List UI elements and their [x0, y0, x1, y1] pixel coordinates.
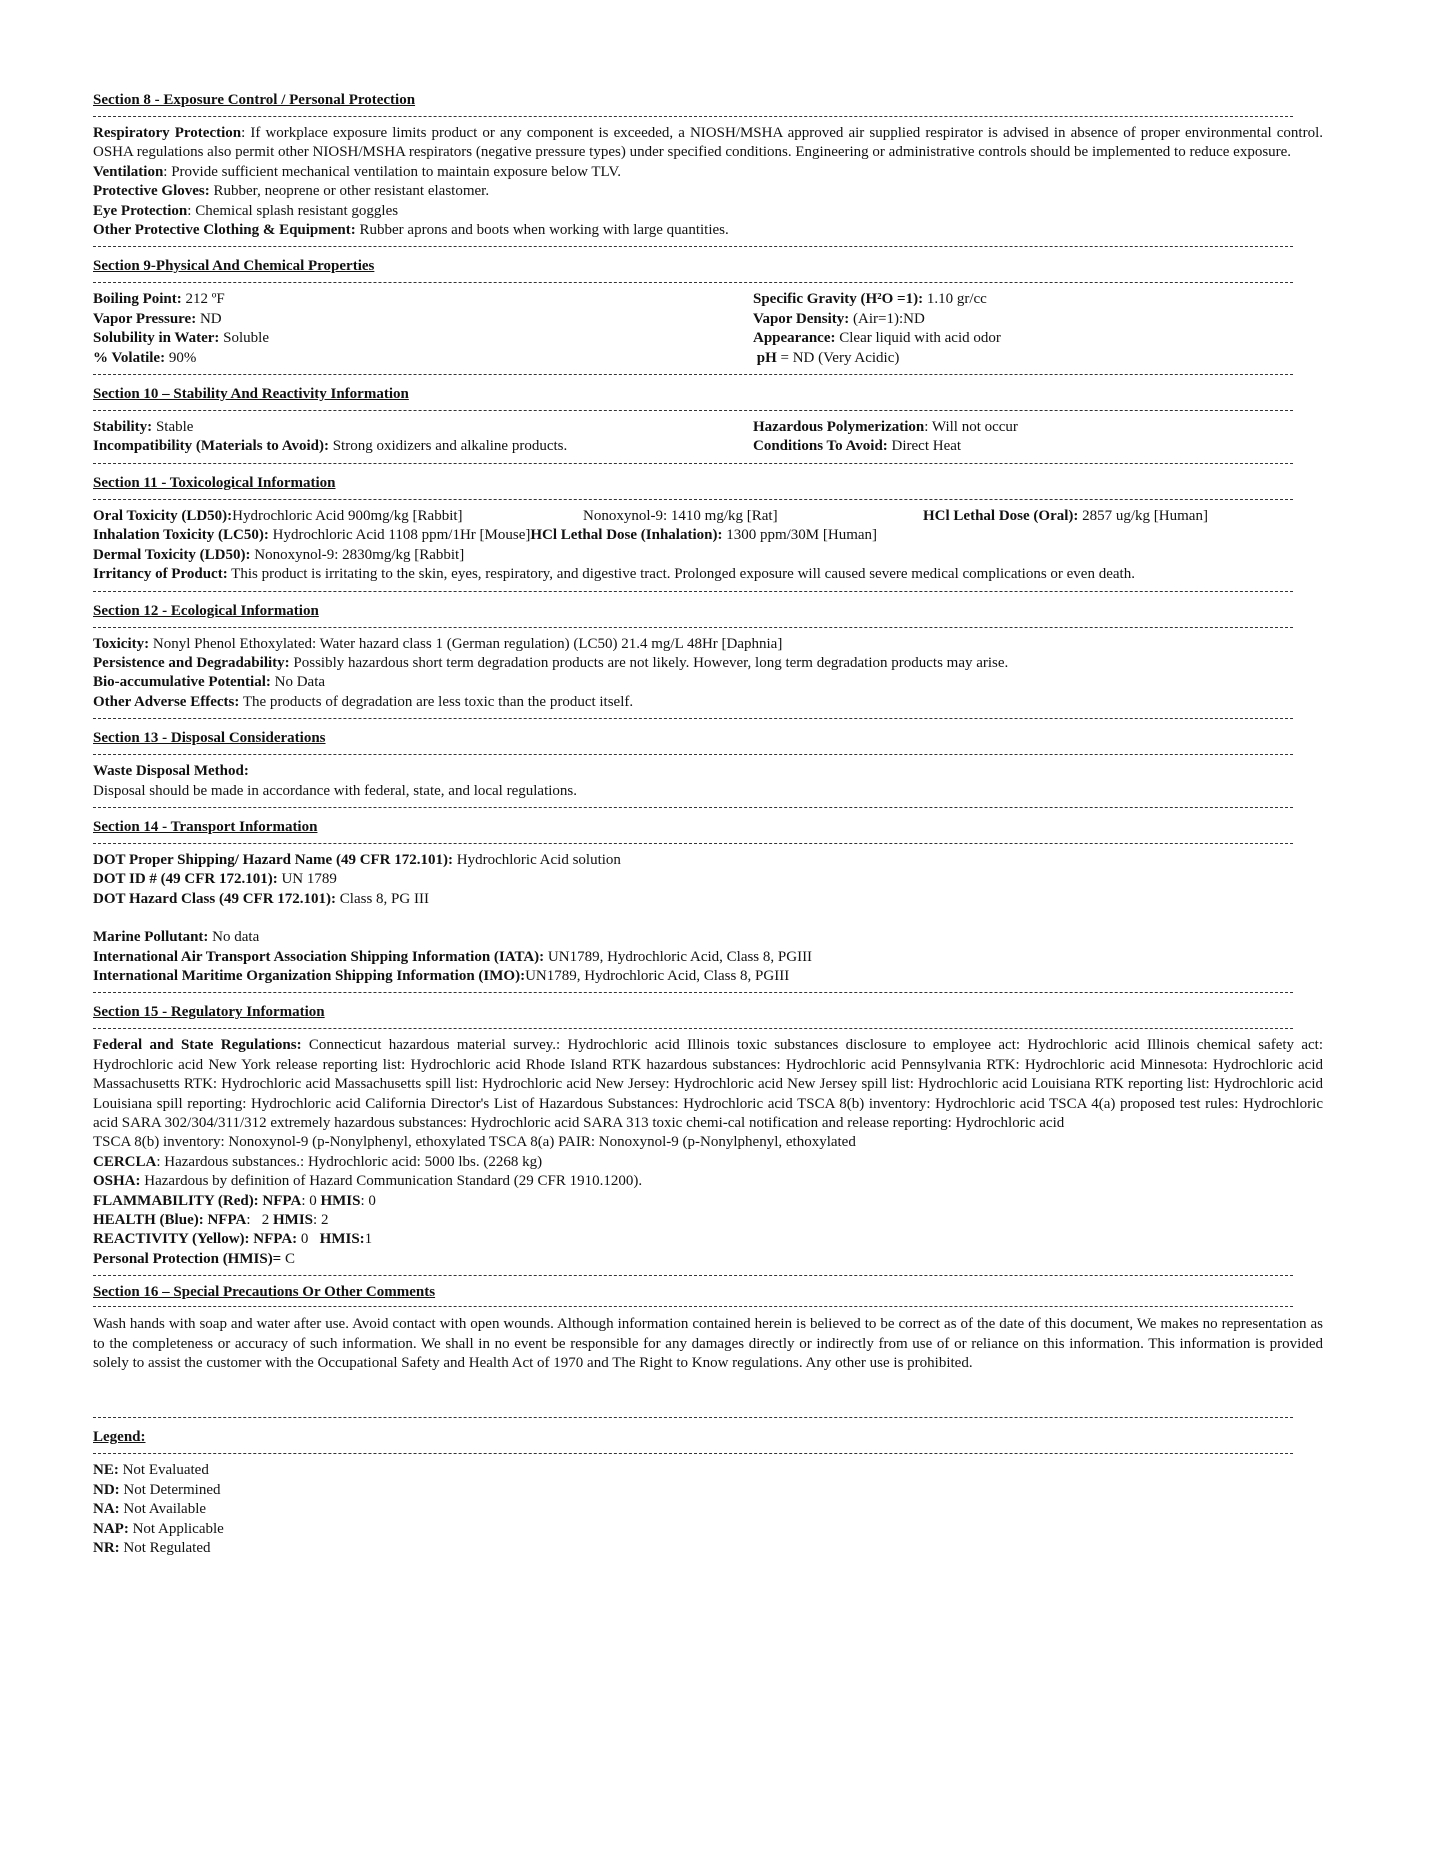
dashed-divider [93, 843, 1293, 844]
dashed-divider [93, 992, 1293, 993]
section-16-title: Section 16 – Special Precautions Or Other Comments [93, 1284, 436, 1301]
physical-properties-grid [93, 290, 1323, 368]
stability: Stability: Stable [93, 419, 194, 436]
other-protective-clothing: Other Protective Clothing & Equipment: Rubber aprons and boots when working with large quantities. [93, 222, 729, 239]
oral-toxicity-nonoxynol: Nonoxynol-9: 1410 mg/kg [Rat] [583, 507, 778, 524]
waste-disposal-method: Disposal should be made in accordance with federal, state, and local regulations. [93, 782, 577, 799]
section-9-title: Section 9-Physical And Chemical Properties [93, 258, 375, 275]
vapor-pressure: Vapor Pressure: ND [93, 310, 222, 327]
dashed-divider [93, 1028, 1293, 1029]
dot-shipping-name: DOT Proper Shipping/ Hazard Name (49 CFR 172.101): Hydrochloric Acid solution [93, 851, 621, 868]
vapor-density: Vapor Density: (Air=1):ND [753, 310, 925, 327]
health-rating: HEALTH (Blue): NFPA: 2 HMIS: 2 [93, 1212, 329, 1229]
persistence-degradability: Persistence and Degradability: Possibly hazardous short term degradation products are not likely. However, long term degradation products may arise. [93, 654, 1009, 671]
irritancy-of-product: Irritancy of Product: This product is irritating to the skin, eyes, respiratory, and digestive tract. Prolonged exposure will caused severe medical complications or even death. [93, 566, 1135, 583]
dashed-divider [93, 116, 1293, 117]
cercla: CERCLA: Hazardous substances.: Hydrochloric acid: 5000 lbs. (2268 kg) [93, 1153, 543, 1170]
section-8-title: Section 8 - Exposure Control / Personal Protection [93, 92, 416, 108]
legend-item: NE: Not Evaluated [93, 1462, 209, 1479]
flammability-rating: FLAMMABILITY (Red): NFPA: 0 HMIS: 0 [93, 1192, 376, 1209]
reactivity-rating: REACTIVITY (Yellow): NFPA: 0 HMIS:1 [93, 1231, 373, 1248]
section-12-title: Section 12 - Ecological Information [93, 602, 319, 619]
marine-pollutant: Marine Pollutant: No data [93, 929, 260, 946]
dashed-divider [93, 1306, 1293, 1307]
tsca-inventory: TSCA 8(b) inventory: Nonoxynol-9 (p-Nonylphenyl, ethoxylated TSCA 8(a) PAIR: Nonoxynol-9 (p-Nonylphenyl, ethoxylated [93, 1134, 856, 1151]
respiratory-protection: Respiratory Protection: If workplace exposure limits product or any component is exceeded, a NIOSH/MSHA approved air supplied respirator is advised in absence of proper environmental control. OSHA regulations also permit other NIOSH/MSHA respirators (negative pressure types) under specified conditions. Engineering or administrative controls should be implemented to reduce exposure. [93, 125, 1323, 161]
stability-left-column [93, 418, 753, 457]
dashed-divider [93, 718, 1293, 719]
dot-id: DOT ID # (49 CFR 172.101): UN 1789 [93, 871, 337, 888]
hazardous-polymerization: Hazardous Polymerization: Will not occur [753, 419, 1018, 436]
legend-item: NAP: Not Applicable [93, 1520, 224, 1537]
bio-accumulative-potential: Bio-accumulative Potential: No Data [93, 674, 326, 691]
dashed-divider [93, 463, 1293, 464]
section-14-title: Section 14 - Transport Information [93, 818, 318, 835]
legend-item: NA: Not Available [93, 1501, 207, 1518]
dashed-divider [93, 1417, 1293, 1418]
other-adverse-effects: Other Adverse Effects: The products of degradation are less toxic than the product itself. [93, 693, 634, 710]
boiling-point: Boiling Point: 212 ºF [93, 291, 225, 308]
percent-volatile: % Volatile: 90% [93, 349, 197, 366]
conditions-to-avoid: Conditions To Avoid: Direct Heat [753, 438, 962, 455]
properties-right-column [753, 290, 1323, 368]
oral-toxicity-hcl: Oral Toxicity (LD50):Hydrochloric Acid 900mg/kg [Rabbit] [93, 507, 463, 524]
legend-item: NR: Not Regulated [93, 1540, 211, 1557]
properties-left-column [93, 290, 753, 368]
dashed-divider [93, 754, 1293, 755]
waste-disposal-label: Waste Disposal Method: [93, 763, 249, 780]
imo-shipping-info: International Maritime Organization Shipping Information (IMO):UN1789, Hydrochloric Acid, Class 8, PGIII [93, 967, 790, 984]
osha: OSHA: Hazardous by definition of Hazard Communication Standard (29 CFR 1910.1200). [93, 1173, 643, 1190]
dashed-divider [93, 1453, 1293, 1454]
dashed-divider [93, 807, 1293, 808]
inhalation-toxicity: Inhalation Toxicity (LC50): Hydrochloric Acid 1108 ppm/1Hr [Mouse]HCl Lethal Dose (Inhalation): 1300 ppm/30M [Human] [93, 527, 878, 544]
dashed-divider [93, 591, 1293, 592]
federal-state-regulations: Federal and State Regulations: Connecticut hazardous material survey.: Hydrochloric acid Illinois toxic substances disclosure to employee act: Hydrochloric acid Illinois chemical safety act: Hydrochloric acid New York release reporting list: Hydrochloric acid Rhode Island RTK hazardous substances: Hydrochloric acid Pennsylvania RTK: Hydrochloric acid Minnesota: Hydrochloric acid Massachusetts RTK: Hydrochloric acid Massachusetts spill list: Hydrochloric acid New Jersey: Hydrochloric acid New Jersey spill list: Hydrochloric acid Louisiana RTK reporting list: Hydrochloric acid Louisiana spill reporting: Hydrochloric acid California Director's List of Hazardous Substances: Hydrochloric acid TSCA 8(b) inventory: Hydrochloric acid TSCA 4(a) proposed test rules: Hydrochloric acid SARA 302/304/311/312 extremely hazardous substances: Hydrochloric acid SARA 313 toxic chemi-cal notification and release reporting: Hydrochloric acid [93, 1037, 1323, 1131]
section-15-title: Section 15 - Regulatory Information [93, 1004, 325, 1021]
dashed-divider [93, 282, 1293, 283]
dermal-toxicity: Dermal Toxicity (LD50): Nonoxynol-9: 2830mg/kg [Rabbit] [93, 546, 465, 563]
eco-toxicity: Toxicity: Nonyl Phenol Ethoxylated: Water hazard class 1 (German regulation) (LC50) 21.4 mg/L 48Hr [Daphnia] [93, 635, 783, 652]
hcl-lethal-dose-oral: HCl Lethal Dose (Oral): 2857 ug/kg [Human] [923, 507, 1208, 524]
iata-shipping-info: International Air Transport Association Shipping Information (IATA): UN1789, Hydrochloric Acid, Class 8, PGIII [93, 948, 813, 965]
eye-protection: Eye Protection: Chemical splash resistant goggles [93, 202, 399, 219]
oral-toxicity [93, 507, 1323, 526]
protective-gloves: Protective Gloves: Rubber, neoprene or other resistant elastomer. [93, 183, 490, 200]
legend-list [93, 1461, 1323, 1558]
section-10-title: Section 10 – Stability And Reactivity Information [93, 386, 409, 403]
special-precautions-text: Wash hands with soap and water after use. Avoid contact with open wounds. Although information contained herein is believed to be correct as of the date of this document, We makes no representation as to the completeness or accuracy of such information. We shall in no event be responsible for any damages directly or indirectly from use of or reliance on this information. This information is provided solely to assist the customer with the Occupational Safety and Health Act of 1970 and The Right to Know regulations. Any other use is prohibited. [93, 1316, 1323, 1372]
stability-right-column [753, 418, 1323, 457]
dashed-divider [93, 1275, 1293, 1276]
dashed-divider [93, 499, 1293, 500]
dashed-divider [93, 410, 1293, 411]
section-13-title: Section 13 - Disposal Considerations [93, 730, 326, 747]
personal-protection-hmis: Personal Protection (HMIS)= C [93, 1250, 295, 1267]
legend-title: Legend: [93, 1429, 146, 1446]
legend-item: ND: Not Determined [93, 1481, 221, 1498]
appearance: Appearance: Clear liquid with acid odor [753, 330, 1001, 347]
dot-hazard-class: DOT Hazard Class (49 CFR 172.101): Class 8, PG III [93, 890, 429, 907]
stability-grid [93, 418, 1323, 457]
incompatibility: Incompatibility (Materials to Avoid): Strong oxidizers and alkaline products. [93, 438, 568, 455]
ventilation: Ventilation: Provide sufficient mechanical ventilation to maintain exposure below TLV. [93, 163, 621, 180]
solubility-in-water: Solubility in Water: Soluble [93, 330, 270, 347]
document-body [93, 91, 1323, 1559]
ph-value: pH = ND (Very Acidic) [756, 349, 900, 366]
section-11-title: Section 11 - Toxicological Information [93, 474, 336, 491]
specific-gravity: Specific Gravity (H²O =1): 1.10 gr/cc [753, 291, 987, 308]
dashed-divider [93, 374, 1293, 375]
dashed-divider [93, 627, 1293, 628]
dashed-divider [93, 246, 1293, 247]
